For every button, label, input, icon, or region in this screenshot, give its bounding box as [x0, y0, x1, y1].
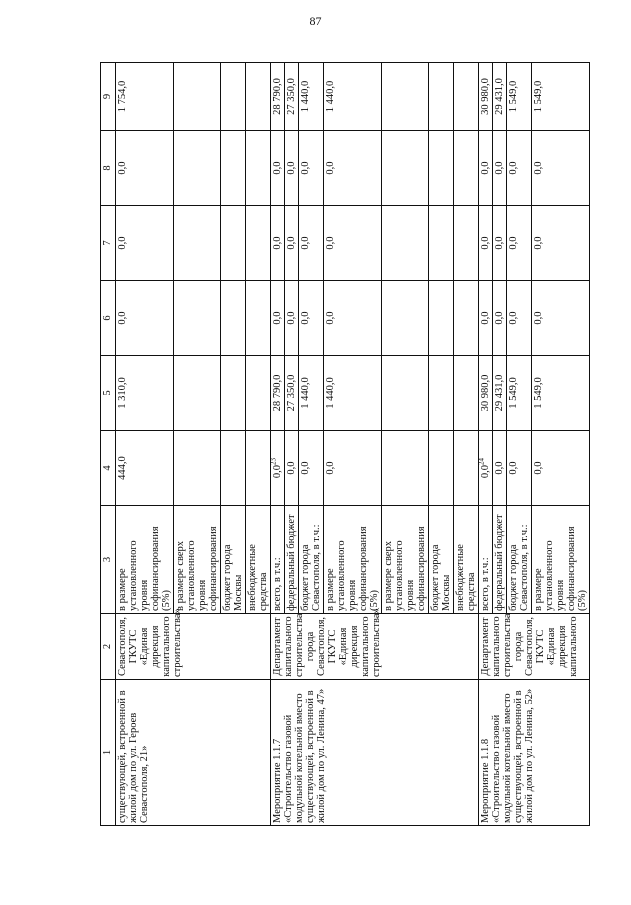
header-col-8: 8	[101, 131, 116, 206]
value-cell: 30 980,0	[479, 356, 493, 431]
value-cell: 0,0	[532, 431, 590, 506]
value-cell: 0,0	[507, 431, 532, 506]
value-cell	[429, 131, 454, 206]
source-cell: в размере сверх установленного уровня софинансирования	[174, 506, 221, 614]
value-cell: 1 310,0	[116, 356, 174, 431]
budget-table	[100, 62, 590, 826]
value-cell	[174, 206, 221, 281]
executor-cell: Департамент капитального строительства города Севастополя, ГКУТС «Единая дирекция капитального строительства»	[271, 614, 479, 680]
value-cell: 0,0	[324, 131, 382, 206]
value-cell	[429, 431, 454, 506]
value-cell	[174, 281, 221, 356]
table-row	[116, 63, 174, 826]
header-col-4: 4	[101, 431, 116, 506]
value-cell: 1 549,0	[532, 63, 590, 131]
rotated-table-page	[100, 63, 588, 826]
value-cell	[246, 131, 271, 206]
value-cell: 1 440,0	[324, 63, 382, 131]
value-cell	[221, 63, 246, 131]
value-cell: 30 980,0	[479, 63, 493, 131]
value-cell	[221, 356, 246, 431]
source-cell: всего, в т.ч.:	[271, 506, 285, 614]
value-cell: 0,0	[532, 206, 590, 281]
source-cell: федеральный бюджет	[285, 506, 299, 614]
value-cell	[221, 131, 246, 206]
value-cell: 0,0	[493, 206, 507, 281]
value-cell: 1 549,0	[532, 356, 590, 431]
value-cell: 1 440,0	[324, 356, 382, 431]
value-cell: 0,0	[507, 281, 532, 356]
value-cell: 0,0	[507, 131, 532, 206]
value-cell: 1 440,0	[299, 63, 324, 131]
value-cell: 0,0	[299, 131, 324, 206]
value-cell	[429, 281, 454, 356]
source-cell: внебюджетные средства	[454, 506, 479, 614]
value-cell	[454, 131, 479, 206]
source-cell: бюджет города Севастополя, в т.ч.:	[507, 506, 532, 614]
table-row	[271, 63, 285, 826]
value-cell	[246, 63, 271, 131]
footnote-mark: 23	[269, 457, 278, 465]
source-cell: бюджет города Севастополя, в т.ч.:	[299, 506, 324, 614]
value-cell	[174, 356, 221, 431]
value-cell	[382, 206, 429, 281]
value-cell	[429, 356, 454, 431]
value-cell: 28 790,0	[271, 63, 285, 131]
value-cell	[382, 131, 429, 206]
value-cell: 0,0	[493, 431, 507, 506]
value-cell: 29 431,0	[493, 356, 507, 431]
value-cell: 0,0	[532, 131, 590, 206]
source-cell: бюджет города Москвы	[221, 506, 246, 614]
activity-cell: Мероприятие 1.1.7 «Строительство газовой модульной котельной вместо существующей, встроенной в жилой дом по ул. Ленина, 47»	[271, 680, 479, 826]
value-cell: 0,0	[299, 431, 324, 506]
value-cell: 0,0	[479, 131, 493, 206]
value-cell	[382, 431, 429, 506]
value-cell: 0,0	[299, 281, 324, 356]
footnote-mark: 24	[477, 457, 486, 465]
value-cell	[174, 431, 221, 506]
value-cell: 29 431,0	[493, 63, 507, 131]
value-cell	[246, 356, 271, 431]
value-cell: 0,0	[116, 206, 174, 281]
value-cell	[454, 206, 479, 281]
value-cell: 0,0	[116, 131, 174, 206]
value-cell: 0,0	[285, 131, 299, 206]
value-cell: 1 549,0	[507, 356, 532, 431]
header-col-2: 2	[101, 614, 116, 680]
value-cell: 0,0	[324, 206, 382, 281]
value-cell: 0,0	[299, 206, 324, 281]
value-cell	[479, 431, 493, 506]
value-cell: 0,0	[324, 431, 382, 506]
value-cell	[454, 281, 479, 356]
value-text: 0,0	[480, 464, 491, 479]
value-cell	[174, 63, 221, 131]
value-cell: 0,0	[507, 206, 532, 281]
value-cell	[454, 63, 479, 131]
value-cell: 27 350,0	[285, 356, 299, 431]
value-cell: 0,0	[479, 281, 493, 356]
value-cell: 0,0	[493, 131, 507, 206]
value-cell: 0,0	[271, 206, 285, 281]
value-cell	[382, 63, 429, 131]
executor-cell: Департамент капитального строительства города Севастополя, ГКУТС «Единая дирекция капитального	[479, 614, 590, 680]
value-cell	[454, 431, 479, 506]
source-cell: в размере установленного уровня софинансирования (5%)	[532, 506, 590, 614]
value-cell: 0,0	[271, 281, 285, 356]
header-col-7: 7	[101, 206, 116, 281]
value-cell	[271, 431, 285, 506]
source-cell: в размере сверх установленного уровня софинансирования	[382, 506, 429, 614]
value-cell	[246, 206, 271, 281]
header-col-9: 9	[101, 63, 116, 131]
value-cell: 1 440,0	[299, 356, 324, 431]
header-row	[101, 63, 116, 826]
activity-cell: существующей, встроенной в жилой дом по ул. Героев Севастополя, 21»	[116, 680, 271, 826]
value-cell: 27 350,0	[285, 63, 299, 131]
value-cell: 444,0	[116, 431, 174, 506]
value-cell: 0,0	[285, 431, 299, 506]
header-col-6: 6	[101, 281, 116, 356]
value-text: 0,0	[272, 464, 283, 479]
value-cell	[221, 206, 246, 281]
value-cell: 1 754,0	[116, 63, 174, 131]
source-cell: в размере установленного уровня софинансирования (5%)	[324, 506, 382, 614]
value-cell	[382, 281, 429, 356]
value-cell: 0,0	[285, 281, 299, 356]
value-cell: 0,0	[285, 206, 299, 281]
source-cell: всего, в т.ч.:	[479, 506, 493, 614]
value-cell: 0,0	[271, 131, 285, 206]
table-row	[479, 63, 493, 826]
value-cell	[174, 131, 221, 206]
source-cell: в размере установленного уровня софинансирования (5%)	[116, 506, 174, 614]
executor-cell: Севастополя, ГКУТС «Единая дирекция капитального строительства»	[116, 614, 271, 680]
value-cell	[382, 356, 429, 431]
value-cell: 28 790,0	[271, 356, 285, 431]
page-number: 87	[309, 14, 322, 28]
value-cell: 0,0	[493, 281, 507, 356]
source-cell: внебюджетные средства	[246, 506, 271, 614]
value-cell	[429, 206, 454, 281]
header-col-5: 5	[101, 356, 116, 431]
value-cell	[221, 281, 246, 356]
value-cell: 0,0	[479, 206, 493, 281]
value-cell: 0,0	[532, 281, 590, 356]
value-cell: 1 549,0	[507, 63, 532, 131]
value-cell: 0,0	[324, 281, 382, 356]
value-cell	[246, 281, 271, 356]
value-cell	[221, 431, 246, 506]
header-col-1: 1	[101, 680, 116, 826]
header-col-3: 3	[101, 506, 116, 614]
value-cell	[454, 356, 479, 431]
value-cell	[429, 63, 454, 131]
value-cell	[246, 431, 271, 506]
source-cell: бюджет города Москвы	[429, 506, 454, 614]
source-cell: федеральный бюджет	[493, 506, 507, 614]
value-cell: 0,0	[116, 281, 174, 356]
activity-cell: Мероприятие 1.1.8 «Строительство газовой модульной котельной вместо существующей, встроенной в жилой дом по ул. Ленина, 52»	[479, 680, 590, 826]
